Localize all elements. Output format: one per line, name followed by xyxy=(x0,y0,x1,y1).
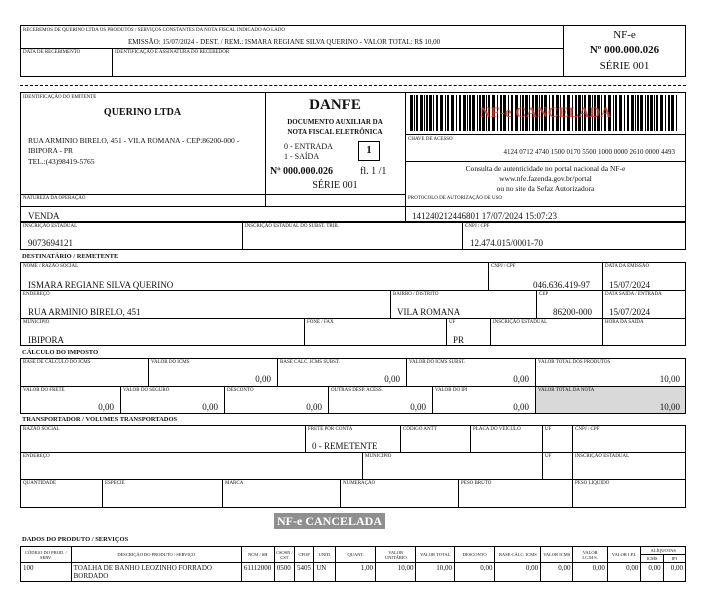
tax-r2-label-1: VALOR DO SEGURO xyxy=(123,388,170,393)
cell-aliq-ipi: 0,00 xyxy=(663,563,685,582)
cell-codigo: 100 xyxy=(21,563,72,582)
dest-endereco-label: ENDEREÇO xyxy=(23,292,50,297)
th-cfop: CFOP xyxy=(294,547,313,563)
table-row xyxy=(21,563,686,582)
cell-cfop: 5405 xyxy=(294,563,313,582)
ie-row xyxy=(20,222,686,250)
th-descricao: DESCRIÇÃO DO PRODUTO / SERVIÇO xyxy=(71,547,241,563)
danfe-saida: 1 - SAÍDA xyxy=(284,152,320,161)
consulta-1: Consulta de autenticidade no portal nacional da NF-e xyxy=(465,164,626,173)
th-icms: VALOR ICMS xyxy=(541,547,573,563)
section-transportador: TRANSPORTADOR / VOLUMES TRANSPORTADOS xyxy=(22,416,178,423)
dest-bairro: VILA ROMANA xyxy=(397,307,461,317)
tax-r1-label-2: BASE CÁLC. ICMS SUBST. xyxy=(280,360,340,365)
emitente-phone: TEL.:(43)98419-5765 xyxy=(28,157,95,166)
dest-hora-label: HORA DA SAÍDA xyxy=(605,320,644,325)
dest-saida: 15/07/2024 xyxy=(609,307,651,317)
cell-icms-st: 0,00 xyxy=(573,563,607,582)
th-aliquotas: ALÍQUOTAS xyxy=(641,547,686,555)
tax-r2-label-5: VALOR TOTAL DA NOTA xyxy=(538,388,595,393)
th-cst: CSOSN / CST xyxy=(274,547,294,563)
tax-r1-value-3: 0,00 xyxy=(513,374,529,384)
cell-quant: 1,00 xyxy=(336,563,376,582)
canhoto-series: SÉRIE 001 xyxy=(599,60,650,72)
transportador-frame xyxy=(20,425,686,508)
th-icms-st: VALOR I.C.M.S. xyxy=(573,547,607,563)
tax-r2-value-3: 0,00 xyxy=(410,402,426,412)
dest-cpf-label: CNPJ / CPF xyxy=(491,264,516,269)
cell-descricao: TOALHA DE BANHO LEOZINHO FORRADO BORDADO xyxy=(71,563,241,582)
danfe-series: SÉRIE 001 xyxy=(312,180,358,191)
tax-r2-value-1: 0,00 xyxy=(202,402,218,412)
canhoto-signature-label: IDENTIFICAÇÃO E ASSINATURA DO RECEBEDOR xyxy=(115,50,230,55)
th-desconto: DESCONTO xyxy=(454,547,495,563)
tax-r1-value-1: 0,00 xyxy=(255,374,271,384)
canhoto-nfe-label: NF-e xyxy=(613,29,636,41)
protocolo-value: 141240212446801 17/07/2024 15:07:23 xyxy=(412,211,558,221)
tax-r2-value-4: 0,00 xyxy=(513,402,529,412)
tax-r2-label-2: DESCONTO xyxy=(227,388,254,393)
th-aliq-ipi: IPI xyxy=(663,555,685,563)
ie-label: INSCRIÇÃO ESTADUAL xyxy=(23,224,78,229)
tax-r2-value-5: 10,00 xyxy=(659,402,680,412)
cell-unid: UN xyxy=(314,563,336,582)
th-total: VALOR TOTAL xyxy=(416,547,454,563)
th-ncm: NCM / SH xyxy=(241,547,274,563)
dest-nome-label: NOME / RAZÃO SOCIAL xyxy=(23,264,79,269)
transp-razao-label: RAZÃO SOCIAL xyxy=(23,427,60,432)
tax-r2-label-4: VALOR DO IPI xyxy=(435,388,468,393)
dest-cep: 86200-000 xyxy=(553,307,592,317)
products-table xyxy=(20,546,686,582)
transp-numeracao-label: NUMERAÇÃO xyxy=(343,481,376,486)
cell-total: 10,00 xyxy=(416,563,454,582)
destinatario-frame xyxy=(20,262,686,346)
protocolo-label: PROTOCOLO DE AUTORIZAÇÃO DE USO xyxy=(408,196,502,201)
th-ipi: VALOR I.P.I. xyxy=(607,547,640,563)
section-imposto: CÁLCULO DO IMPOSTO xyxy=(22,349,99,356)
th-aliq-icms: ICMS xyxy=(641,555,663,563)
dest-fone-label: FONE / FAX xyxy=(307,320,334,325)
tax-r2-label-0: VALOR DO FRETE xyxy=(23,388,65,393)
danfe-folha: fl. 1 /1 xyxy=(360,166,387,177)
cell-desconto: 0,00 xyxy=(454,563,495,582)
cancel-stamp: NF-e CANCELADA xyxy=(479,105,612,121)
tax-r1-label-1: VALOR DO ICMS xyxy=(151,360,190,365)
tax-r1-label-3: VALOR DO ICMS SUBST. xyxy=(409,360,466,365)
ie-value: 9073694121 xyxy=(28,238,73,248)
chave-label: CHAVE DE ACESSO xyxy=(408,137,453,142)
dest-saida-label: DATA SAÍDA / ENTRADA xyxy=(605,292,662,297)
cell-aliq-icms: 0,00 xyxy=(641,563,663,582)
th-unid: UNID. xyxy=(314,547,336,563)
ie-st-label: INSCRIÇÃO ESTADUAL DO SUBST. TRIB. xyxy=(245,224,339,229)
dest-municipio-label: MUNICÍPIO xyxy=(23,320,50,325)
canhoto-date-label: DATA DE RECEBIMENTO xyxy=(23,50,81,55)
tax-r2-value-2: 0,00 xyxy=(306,402,322,412)
section-produtos: DADOS DO PRODUTO / SERVIÇOS xyxy=(22,536,129,543)
cnpj-value: 12.474.015/0001-70 xyxy=(470,238,543,248)
dest-cep-label: CEP xyxy=(539,292,549,297)
consulta-2: www.nfe.fazenda.gov.br/portal xyxy=(499,174,592,183)
th-unit: VALOR UNITÁRIO xyxy=(375,547,416,563)
tax-r2-value-0: 0,00 xyxy=(98,402,114,412)
tax-r1-label-4: VALOR TOTAL DOS PRODUTOS xyxy=(538,360,611,365)
dest-uf-label: UF xyxy=(449,320,456,325)
danfe-title: DANFE xyxy=(309,97,361,113)
th-base: BASE CÁLC. ICMS xyxy=(495,547,541,563)
transp-frete: 0 - REMETENTE xyxy=(312,441,378,451)
dest-cpf: 046.636.419-97 xyxy=(533,280,590,290)
danfe-tipo: 1 xyxy=(366,144,372,156)
transp-peso-bruto-label: PESO BRUTO xyxy=(461,481,492,486)
tax-r1-value-2: 0,00 xyxy=(384,374,400,384)
emitente-label: IDENTIFICAÇÃO DO EMITENTE xyxy=(23,95,97,100)
cell-ncm: 61112000 xyxy=(241,563,274,582)
dest-bairro-label: BAIRRO / DISTRITO xyxy=(393,292,439,297)
consulta-3: ou no site da Sefaz Autorizadora xyxy=(496,184,595,193)
transp-uf-label: UF xyxy=(545,427,552,432)
canhoto-summary: EMISSÃO: 15/07/2024 - DEST. / REM.: ISMARA REGIANE SILVA QUERINO - VALOR TOTAL: R$ 10,00 xyxy=(128,38,441,46)
transp-peso-liquido-label: PESO LÍQUIDO xyxy=(575,481,610,486)
th-quant: QUANT. xyxy=(336,547,376,563)
dest-uf: PR xyxy=(453,335,465,345)
cell-icms: 0,00 xyxy=(541,563,573,582)
dest-municipio: IBIPORA xyxy=(28,335,65,345)
cancel-banner: NF-e CANCELADA xyxy=(274,513,385,529)
tax-r2-label-3: OUTRAS DESP. ACESS. xyxy=(331,388,383,393)
emitente-address: RUA ARMINIO BIRELO, 451 - VILA ROMANA - CEP:86200-000 - IBIPORA - PR xyxy=(28,136,240,155)
tax-r1-label-0: BASE DE CÁLCULO DO ICMS xyxy=(23,360,91,365)
tax-r1-value-4: 10,00 xyxy=(659,374,680,384)
danfe-subtitle-2: NOTA FISCAL ELETRÔNICA xyxy=(287,128,383,136)
canhoto-number: Nº 000.000.026 xyxy=(589,44,660,56)
emitente-name: QUERINO LTDA xyxy=(103,107,182,118)
section-destinatario: DESTINATÁRIO / REMETENTE xyxy=(22,253,119,260)
danfe-entrada: 0 - ENTRADA xyxy=(284,142,333,151)
natureza-value: VENDA xyxy=(28,211,60,221)
transp-frete-label: FRETE POR CONTA xyxy=(308,427,353,432)
transp-quantidade-label: QUANTIDADE xyxy=(23,481,57,486)
chave-value: 4124 0712 4740 1500 0170 5500 1000 0000 2610 0000 4493 xyxy=(503,148,675,156)
cnpj-label: CNPJ / CPF xyxy=(465,224,490,229)
transp-placa-label: PLACA DO VEÍCULO xyxy=(473,427,521,432)
cell-base: 0,00 xyxy=(495,563,541,582)
transp-uf2-label: UF xyxy=(545,454,552,459)
cut-line xyxy=(20,85,686,86)
dest-nome: ISMARA REGIANE SILVA QUERINO xyxy=(28,280,174,290)
transp-endereco-label: ENDEREÇO xyxy=(23,454,50,459)
cell-unit: 10,00 xyxy=(375,563,416,582)
canhoto-received-text: RECEBEMOS DE QUERINO LTDA OS PRODUTOS / SERVIÇOS CONSTANTES DA NOTA FISCAL INDICADO AO LADO xyxy=(23,28,285,33)
transp-municipio-label: MUNICÍPIO xyxy=(365,454,392,459)
transp-ie-label: INSCRIÇÃO ESTADUAL xyxy=(575,454,630,459)
transp-especie-label: ESPÉCIE xyxy=(105,481,125,486)
dest-endereco: RUA ARMINIO BIRELO, 451 xyxy=(28,307,141,317)
dest-emissao: 15/07/2024 xyxy=(609,280,651,290)
cell-ipi: 0,00 xyxy=(607,563,640,582)
cell-cst: 0500 xyxy=(274,563,294,582)
dest-ie-label: INSCRIÇÃO ESTADUAL xyxy=(493,320,548,325)
transp-marca-label: MARCA xyxy=(225,481,244,486)
natureza-label: NATUREZA DA OPERAÇÃO xyxy=(23,196,86,201)
danfe-subtitle-1: DOCUMENTO AUXILIAR DA xyxy=(287,118,383,126)
dest-emissao-label: DATA DA EMISSÃO xyxy=(605,264,650,269)
transp-antt-label: CÓDIGO ANTT xyxy=(403,427,437,432)
th-codigo: CÓDIGO DO PROD. / SERV. xyxy=(21,547,72,563)
danfe-number: Nº 000.000.026 xyxy=(270,166,334,177)
transp-cnpj-label: CNPJ / CPF xyxy=(575,427,600,432)
